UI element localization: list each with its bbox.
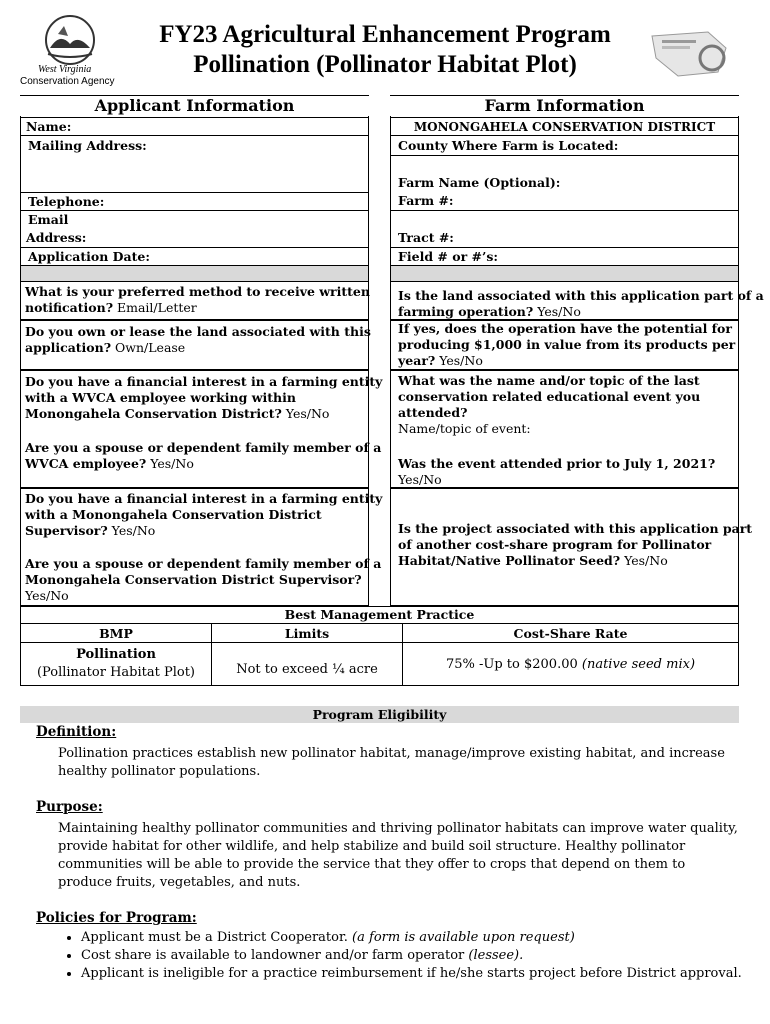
definition-text: Pollination practices establish new pollinator habitat, manage/improve existing habitat, and increase healthy pollinator populations. — [58, 746, 725, 779]
logo-text-2: Conservation Agency — [20, 76, 115, 87]
q-supervisor-spouse: Are you a spouse or dependent family member of a Monongahela Conservation District Supervisor? Yes/No — [25, 556, 382, 603]
county-label: County Where Farm is Located: — [398, 138, 619, 153]
col-bmp-header: BMP — [21, 624, 212, 643]
tract-label: Tract #: — [398, 230, 454, 245]
policies-heading: Policies for Program: — [36, 910, 197, 926]
field-label: Field # or #’s: — [398, 249, 498, 264]
purpose-text: Maintaining healthy pollinator communities and thriving pollinator habitats can improve water quality, provide habitat for other wildlife, and help stabilize and build soil structure. Healthy pollinator communities will be able to provide the service that they offer to crops that depend on them to produce fruits, vegetables, and nuts. — [58, 821, 738, 890]
application-date-label: Application Date: — [28, 249, 150, 264]
q-wvca-spouse: Are you a spouse or dependent family member of a WVCA employee? Yes/No — [25, 440, 382, 471]
policy-item: • Applicant must be a District Cooperator. (a form is available upon request) — [81, 929, 756, 947]
program-eligibility-band: Program Eligibility — [20, 706, 739, 723]
q-educational-event: What was the name and/or topic of the last conservation related educational event you attended? Name/topic of event: — [398, 373, 701, 436]
mailing-address-label: Mailing Address: — [28, 138, 147, 153]
limit-cell: Not to exceed ¼ acre — [212, 643, 403, 686]
q-other-cost-share: Is the project associated with this application part of another cost-share program for Pollinator Habitat/Native Pollinator Seed? Yes/No — [398, 521, 753, 568]
q-wvca-financial: Do you have a financial interest in a farming entity with a WVCA employee working within Monongahela Conservation District? Yes/No — [25, 374, 383, 421]
email-label: Email — [28, 212, 69, 227]
applicant-heading: Applicant Information — [20, 96, 369, 116]
bmp-table — [20, 606, 739, 686]
rate-cell: 75% -Up to $200.00 (native seed mix) — [403, 643, 739, 686]
name-label: Name: — [26, 119, 72, 134]
gray-band-right — [391, 265, 738, 281]
q-notification: What is your preferred method to receive written notification? Email/Letter — [25, 284, 370, 315]
bmp-caption: Best Management Practice — [21, 607, 739, 624]
q-own-lease: Do you own or lease the land associated with this application? Own/Lease — [25, 324, 371, 355]
q-event-date: Was the event attended prior to July 1, 2021? Yes/No — [398, 456, 716, 487]
bmp-cell: Pollination (Pollinator Habitat Plot) — [21, 643, 212, 686]
purpose-heading: Purpose: — [36, 799, 103, 815]
page-title: FY23 Agricultural Enhancement Program — [159, 21, 611, 48]
farm-heading: Farm Information — [390, 96, 739, 116]
policy-item: • Applicant is ineligible for a practice reimbursement if he/she starts project before District approval. — [81, 965, 756, 983]
telephone-label: Telephone: — [28, 194, 105, 209]
district-map-logo — [648, 28, 730, 80]
logo-text-1: West Virginia — [38, 64, 92, 75]
q-supervisor-financial: Do you have a financial interest in a farming entity with a Monongahela Conservation District Supervisor? Yes/No — [25, 491, 383, 538]
gray-band-left — [21, 265, 368, 281]
farm-number-label: Farm #: — [398, 193, 454, 208]
policies-list — [36, 929, 756, 983]
district-name: MONONGAHELA CONSERVATION DISTRICT — [413, 120, 716, 134]
q-production-value: If yes, does the operation have the potential for producing $1,000 in value from its products per year? Yes/No — [398, 321, 736, 368]
farm-name-label: Farm Name (Optional): — [398, 175, 561, 190]
email-address-label: Address: — [26, 230, 87, 245]
q-farming-operation: Is the land associated with this application part of a farming operation? Yes/No — [398, 288, 764, 319]
col-limits-header: Limits — [212, 624, 403, 643]
policy-item: • Cost share is available to landowner and/or farm operator (lessee). — [81, 947, 756, 965]
definition-heading: Definition: — [36, 724, 117, 740]
page-subtitle: Pollination (Pollinator Habitat Plot) — [193, 51, 577, 78]
col-rate-header: Cost-Share Rate — [403, 624, 739, 643]
